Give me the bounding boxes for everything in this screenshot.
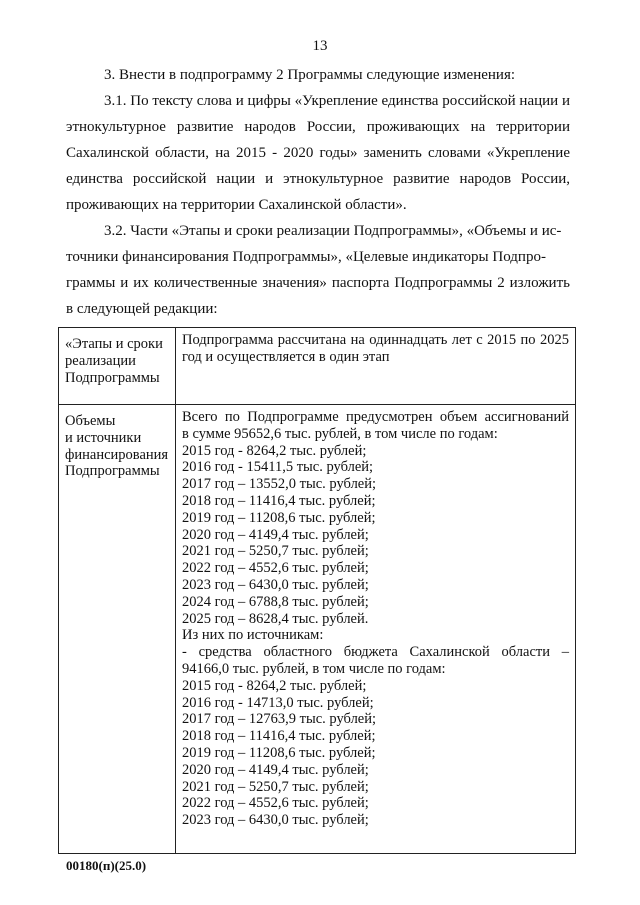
stages-label xyxy=(59,328,176,405)
funding-line: 2018 год – 11416,4 тыс. рублей; xyxy=(182,492,376,509)
funding-line: в сумме 95652,6 тыс. рублей, в том числе по годам: xyxy=(182,425,498,442)
funding-line: 2021 год – 5250,7 тыс. рублей; xyxy=(182,543,369,560)
funding-line: 2019 год – 11208,6 тыс. рублей; xyxy=(182,509,376,526)
funding-line: - средства областного бюджета Сахалинской области – xyxy=(182,644,569,661)
funding-line: 2016 год - 15411,5 тыс. рублей; xyxy=(182,459,374,476)
funding-line: 2023 год – 6430,0 тыс. рублей; xyxy=(182,812,369,829)
stages-label-text: «Этапы и сроки реализации Подпрограммы xyxy=(65,336,163,386)
funding-line: Из них по источникам: xyxy=(182,627,324,644)
funding-line: 2022 год – 4552,6 тыс. рублей; xyxy=(182,795,369,812)
stages-value: Подпрограмма рассчитана на одиннадцать лет с 2015 по 2025 год и осуществляется в один этап xyxy=(176,328,576,405)
paragraph-amendment-intro: 3. Внести в подпрограмму 2 Программы следующие изменения: xyxy=(104,67,516,83)
page-number: 13 xyxy=(312,38,328,54)
funding-line: 2015 год - 8264,2 тыс. рублей; xyxy=(182,677,367,694)
funding-label xyxy=(59,405,176,854)
funding-line: 2022 год – 4552,6 тыс. рублей; xyxy=(182,560,369,577)
paragraph-3-2: 3.2. Части «Этапы и сроки реализации Подпрограммы», «Объемы и ис- точники финансирования Подпрограммы», «Целевые индикаторы Подпро- граммы и их количественные значения» паспорта Подпрограммы 2 изложить в следующей редакции: xyxy=(66,223,570,317)
funding-line: 2016 год - 14713,0 тыс. рублей; xyxy=(182,694,374,711)
funding-line: 2019 год – 11208,6 тыс. рублей; xyxy=(182,744,376,761)
document-code: 00180(п)(25.0) xyxy=(66,858,147,873)
funding-value xyxy=(176,405,576,854)
funding-line: 2020 год – 4149,4 тыс. рублей; xyxy=(182,526,369,543)
funding-line: 2018 год – 11416,4 тыс. рублей; xyxy=(182,728,376,745)
table-row-funding xyxy=(59,405,576,854)
funding-line: 2024 год – 6788,8 тыс. рублей; xyxy=(182,593,369,610)
funding-line: 2021 год – 5250,7 тыс. рублей; xyxy=(182,778,369,795)
subprogram-passport-table xyxy=(58,327,576,854)
funding-line: 2015 год - 8264,2 тыс. рублей; xyxy=(182,442,367,459)
funding-line: 2017 год – 12763,9 тыс. рублей; xyxy=(182,711,377,728)
funding-line: 2017 год – 13552,0 тыс. рублей; xyxy=(182,476,377,493)
table-row-stages xyxy=(59,328,576,405)
paragraph-3-1: 3.1. По тексту слова и цифры «Укрепление единства российской нации и этнокультурное развитие народов России, проживающих на территории Сахалинской области, на 2015 - 2020 годы» заменить словами «Укрепление единства российской нации и этнокультурное развитие народов России, проживающих на территории Сахалинской области». xyxy=(66,93,570,213)
funding-line: 2020 год – 4149,4 тыс. рублей; xyxy=(182,761,369,778)
funding-line: 94166,0 тыс. рублей, в том числе по годам: xyxy=(182,660,446,677)
funding-label-text: Объемы и источники финансирования Подпрограммы xyxy=(65,413,169,480)
funding-line: 2025 год – 8628,4 тыс. рублей. xyxy=(182,610,369,627)
funding-line: Всего по Подпрограмме предусмотрен объем ассигнований xyxy=(182,409,569,425)
funding-line: 2023 год – 6430,0 тыс. рублей; xyxy=(182,576,369,593)
